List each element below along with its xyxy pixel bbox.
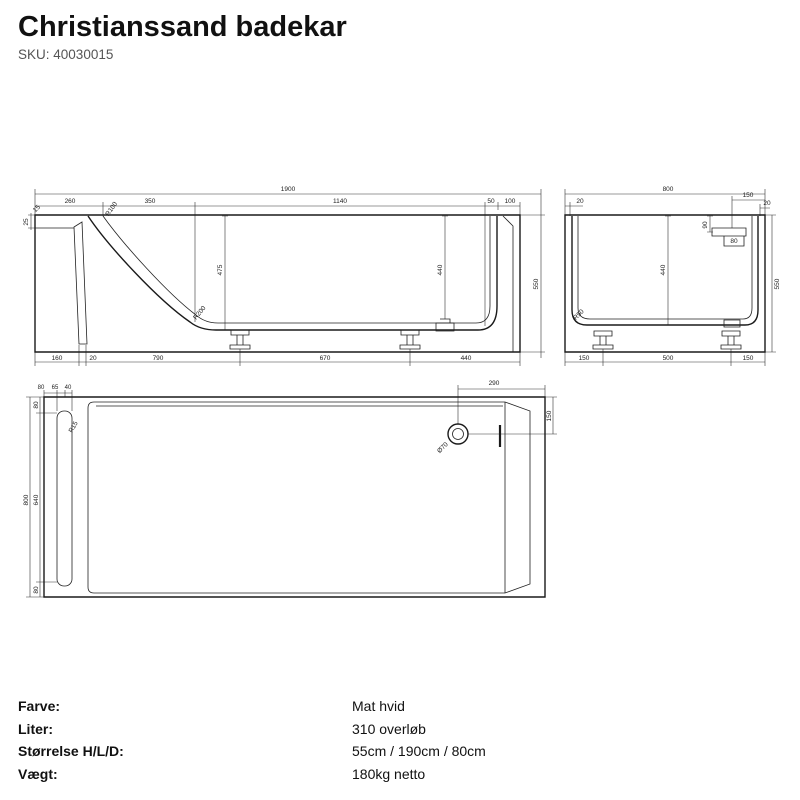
side-view-drain	[436, 319, 454, 331]
dimension-rim-height: 25	[23, 218, 30, 226]
dimension-right-foot-offset: 150	[742, 355, 754, 362]
top-view-drain-inner	[453, 429, 464, 440]
product-sku	[18, 47, 113, 63]
dimension-bottom-radius: R200	[192, 304, 208, 322]
dimension-overall-width: 800	[662, 186, 674, 193]
dimension-bottom-left-offset: 160	[51, 355, 63, 362]
dimension-between-feet: 500	[662, 355, 674, 362]
spec-label: Størrelse H/L/D:	[18, 743, 124, 759]
top-view-drain-outer	[448, 424, 468, 444]
sku-label: SKU:	[18, 47, 50, 62]
dimension-wall-thickness: 50	[487, 198, 495, 205]
spec-value: 180kg netto	[352, 766, 426, 782]
top-view-dimension-lines	[26, 385, 557, 597]
spec-row-weight	[0, 765, 800, 783]
dimension-headrest-rim: 260	[64, 198, 76, 205]
dimension-basin-depth-head: 475	[217, 264, 224, 276]
side-view-basin-inner-line	[103, 216, 490, 323]
end-view-foot-right	[721, 331, 741, 349]
dimension-foot-end-rim: 100	[504, 198, 516, 205]
dimension-overall-height: 550	[533, 278, 540, 290]
spec-value: 55cm / 190cm / 80cm	[352, 743, 486, 759]
dimension-rim-chamfer: 15	[31, 203, 42, 214]
side-view-outer-apron	[35, 215, 520, 352]
spec-row-volume	[0, 720, 800, 738]
spec-row-color	[0, 697, 800, 715]
dimension-inner-depth: 640	[33, 494, 40, 506]
dimension-overflow-offset: 150	[742, 192, 754, 199]
dimension-overall-height: 550	[774, 278, 781, 290]
product-title: Christianssand badekar	[18, 11, 347, 43]
end-view-drain	[724, 320, 740, 327]
dimension-top-rim-width: 80	[33, 401, 40, 409]
end-view-foot-left	[593, 331, 613, 349]
dimension-panel-thickness: 20	[89, 355, 97, 362]
dimension-top-radius: R100	[104, 200, 120, 218]
dimension-overall-length: 1900	[280, 186, 296, 193]
dimension-left-foot-offset: 150	[578, 355, 590, 362]
spec-value: Mat hvid	[352, 698, 405, 714]
dimension-basin-depth: 440	[660, 264, 667, 276]
spec-row-size	[0, 742, 800, 760]
dimension-rim-segment-1: 80	[37, 385, 45, 391]
dimension-drain-offset-y: 150	[546, 410, 553, 422]
end-view-drawing	[565, 186, 781, 366]
end-view-overflow-fitting	[712, 228, 746, 246]
spec-label: Vægt:	[18, 766, 58, 782]
top-view-basin-edge-line	[96, 402, 505, 593]
top-view-basin-opening	[88, 402, 530, 593]
dimension-drain-offset-x: 290	[488, 380, 500, 387]
side-view-basin-outline	[88, 216, 497, 330]
side-view-end-panel	[74, 222, 87, 344]
sku-value: 40030015	[53, 47, 114, 62]
side-view-foot-left	[230, 330, 250, 349]
dimension-rim-segment-2: 65	[51, 385, 59, 391]
dimension-overall-depth: 800	[23, 494, 30, 506]
top-view-drawing	[23, 380, 557, 597]
dimension-basin-floor: 1140	[333, 198, 347, 205]
dimension-overflow-height: 90	[702, 221, 709, 229]
dimension-overflow-width: 80	[730, 238, 738, 245]
dimension-left-wall: 20	[576, 198, 584, 205]
end-view-outer-apron	[565, 215, 765, 352]
top-view-outer-rim	[44, 397, 545, 597]
top-view-headrest-groove	[57, 411, 72, 586]
spec-label: Liter:	[18, 721, 53, 737]
dimension-to-first-foot: 790	[152, 355, 164, 362]
dimension-rim-segment-3: 40	[64, 385, 72, 391]
side-view-foot-right	[400, 330, 420, 349]
dimension-basin-depth-foot: 440	[437, 264, 444, 276]
spec-label: Farve:	[18, 698, 61, 714]
dimension-basin-radius: R50	[572, 308, 586, 322]
dimension-right-wall: 20	[763, 200, 771, 207]
dimension-bottom-rim-width: 80	[33, 586, 40, 594]
technical-drawings	[0, 180, 800, 610]
dimension-groove-radius: R15	[67, 420, 80, 435]
side-view-drawing	[23, 186, 545, 366]
dimension-foot-to-end: 440	[460, 355, 472, 362]
side-view-right-wall	[503, 216, 513, 352]
dimension-between-feet: 670	[319, 355, 331, 362]
dimension-drain-diameter: Ø70	[436, 441, 450, 455]
spec-value: 310 overløb	[352, 721, 426, 737]
dimension-backrest-slope: 350	[144, 198, 156, 205]
